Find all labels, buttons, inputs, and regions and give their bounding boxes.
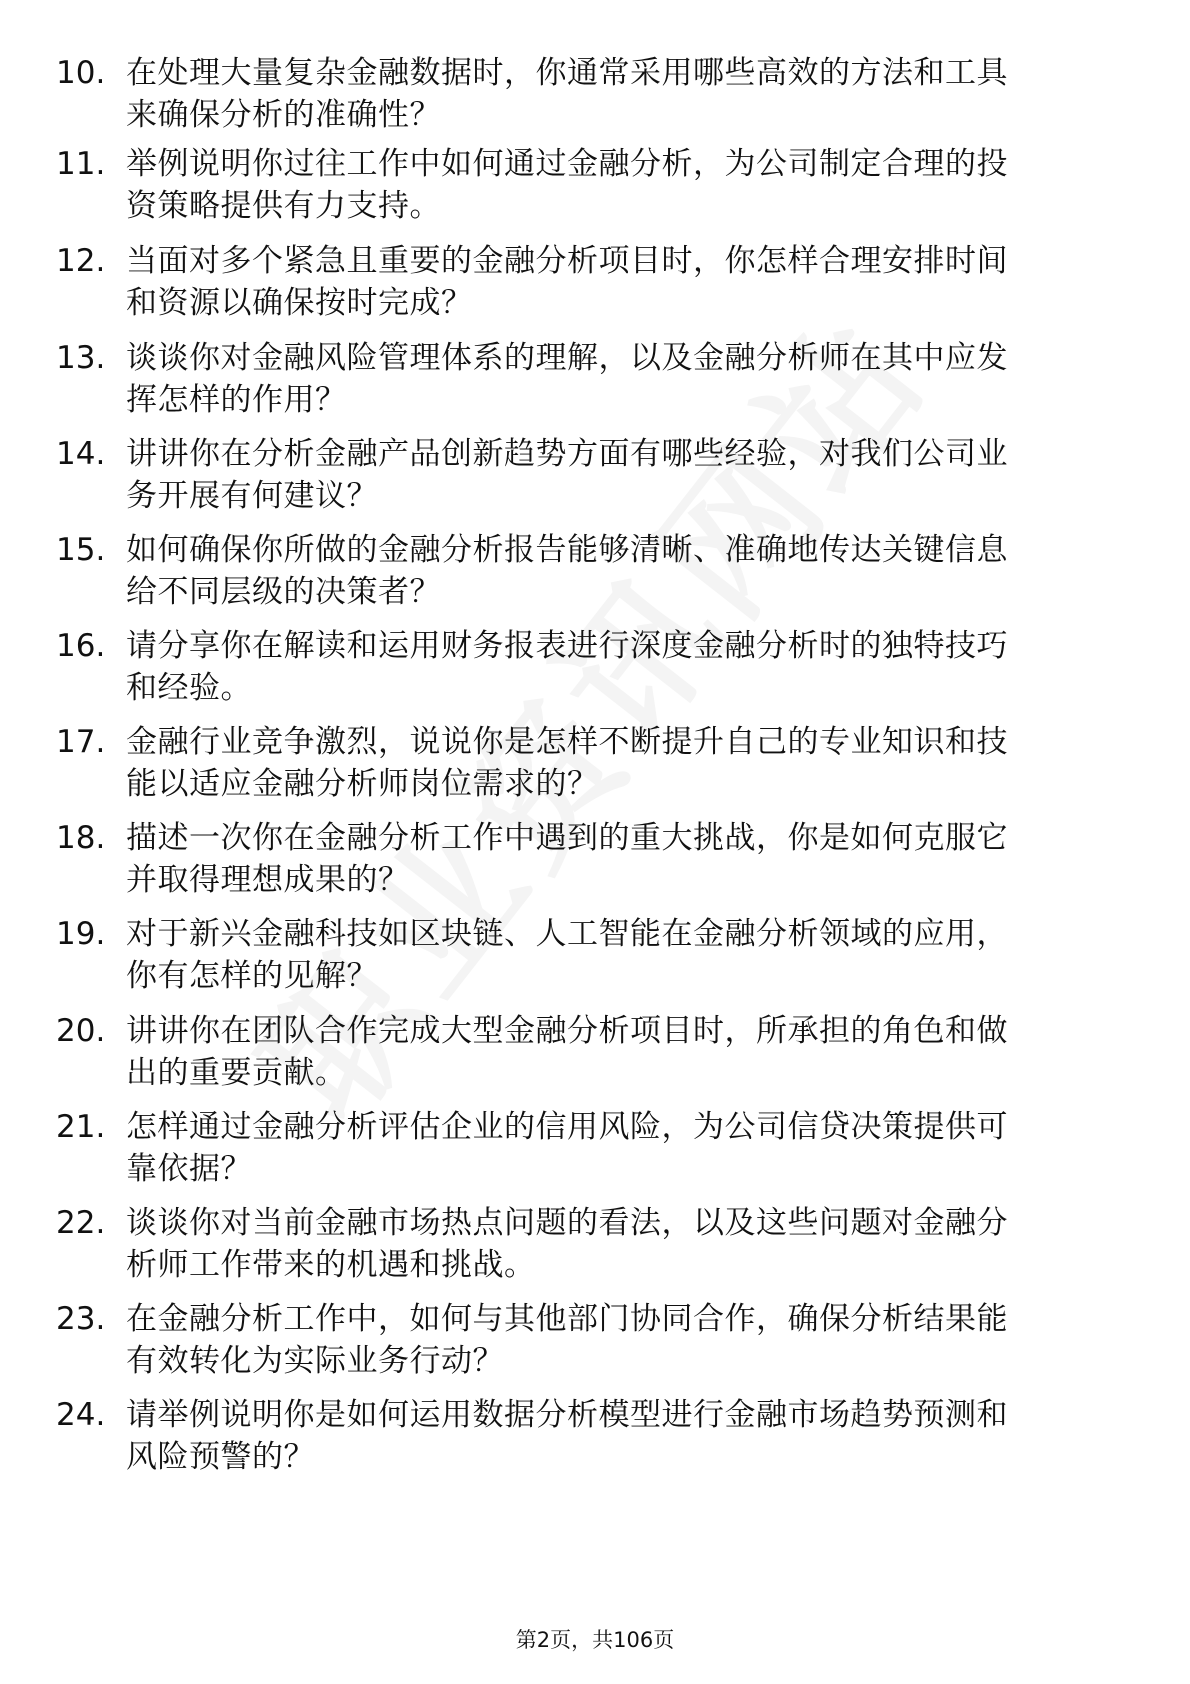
question-number: 16.: [56, 628, 106, 664]
question-number: 12.: [56, 243, 106, 279]
question-number: 20.: [56, 1013, 106, 1049]
question-text: 讲讲你在团队合作完成大型金融分析项目时，所承担的角色和做 出的重要贡献。: [126, 1013, 1008, 1091]
question-text: 举例说明你过往工作中如何通过金融分析，为公司制定合理的投 资策略提供有力支持。: [126, 146, 1008, 224]
question-number: 21.: [56, 1109, 106, 1145]
question-item-23: [0, 1298, 1190, 1388]
question-text: 如何确保你所做的金融分析报告能够清晰、准确地传达关键信息 给不同层级的决策者？: [126, 532, 1008, 610]
question-text: 对于新兴金融科技如区块链、人工智能在金融分析领域的应用， 你有怎样的见解？: [126, 916, 1008, 994]
question-number: 22.: [56, 1205, 106, 1241]
question-item-14: [0, 433, 1190, 523]
question-number: 10.: [56, 55, 106, 91]
question-text: 请分享你在解读和运用财务报表进行深度金融分析时的独特技巧 和经验。: [126, 628, 1008, 706]
question-item-15: [0, 529, 1190, 619]
question-item-11: [0, 143, 1190, 233]
question-text: 讲讲你在分析金融产品创新趋势方面有哪些经验，对我们公司业 务开展有何建议？: [126, 436, 1008, 514]
question-number: 15.: [56, 532, 106, 568]
question-text: 请举例说明你是如何运用数据分析模型进行金融市场趋势预测和 风险预警的？: [126, 1397, 1008, 1475]
question-item-20: [0, 1010, 1190, 1100]
question-text: 怎样通过金融分析评估企业的信用风险，为公司信贷决策提供可 靠依据？: [126, 1109, 1008, 1187]
question-text: 谈谈你对金融风险管理体系的理解，以及金融分析师在其中应发 挥怎样的作用？: [126, 340, 1008, 418]
question-item-19: [0, 913, 1190, 1003]
page-number-label: 第2页，共106页: [515, 1628, 675, 1652]
question-item-13: [0, 337, 1190, 427]
question-number: 18.: [56, 820, 106, 856]
question-number: 17.: [56, 724, 106, 760]
question-item-10: [0, 52, 1190, 142]
question-item-21: [0, 1106, 1190, 1196]
question-text: 谈谈你对当前金融市场热点问题的看法，以及这些问题对金融分 析师工作带来的机遇和挑战。: [126, 1205, 1008, 1283]
question-text: 当面对多个紧急且重要的金融分析项目时，你怎样合理安排时间 和资源以确保按时完成？: [126, 243, 1008, 321]
page-footer: [0, 1626, 1190, 1654]
question-number: 23.: [56, 1301, 106, 1337]
question-number: 11.: [56, 146, 106, 182]
question-item-24: [0, 1394, 1190, 1484]
question-number: 13.: [56, 340, 106, 376]
question-item-18: [0, 817, 1190, 907]
question-text: 在金融分析工作中，如何与其他部门协同合作，确保分析结果能 有效转化为实际业务行动？: [126, 1301, 1008, 1379]
question-item-17: [0, 721, 1190, 811]
question-item-22: [0, 1202, 1190, 1292]
question-number: 19.: [56, 916, 106, 952]
question-text: 在处理大量复杂金融数据时，你通常采用哪些高效的方法和工具 来确保分析的准确性？: [126, 55, 1008, 133]
question-number: 14.: [56, 436, 106, 472]
question-item-12: [0, 240, 1190, 330]
question-text: 金融行业竞争激烈，说说你是怎样不断提升自己的专业知识和技 能以适应金融分析师岗位需求的？: [126, 724, 1008, 802]
question-item-16: [0, 625, 1190, 715]
question-number: 24.: [56, 1397, 106, 1433]
question-text: 描述一次你在金融分析工作中遇到的重大挑战，你是如何克服它 并取得理想成果的？: [126, 820, 1008, 898]
